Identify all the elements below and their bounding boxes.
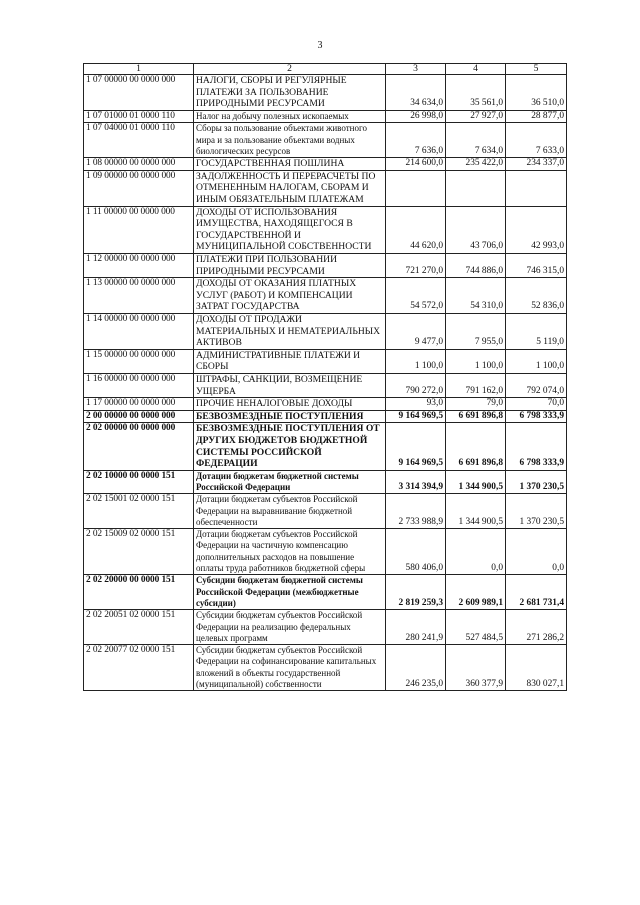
table-row [84, 398, 567, 411]
row-code: 1 14 00000 00 0000 000 [84, 313, 194, 349]
row-value-4: 1 344 900,5 [446, 494, 506, 529]
row-value-5: 52 836,0 [506, 278, 567, 314]
table-row [84, 278, 567, 314]
header-col-5: 5 [506, 64, 567, 75]
row-name: БЕЗВОЗМЕЗДНЫЕ ПОСТУПЛЕНИЯ ОТ ДРУГИХ БЮДЖЕТОВ БЮДЖЕТНОЙ СИСТЕМЫ РОССИЙСКОЙ ФЕДЕРАЦИИ [194, 423, 386, 470]
header-col-2: 2 [194, 64, 386, 75]
row-code: 1 16 00000 00 0000 000 [84, 373, 194, 397]
table-row [84, 610, 567, 645]
row-value-3: 7 636,0 [386, 123, 446, 158]
row-value-3: 44 620,0 [386, 206, 446, 253]
header-col-1: 1 [84, 64, 194, 75]
row-value-4: 527 484,5 [446, 610, 506, 645]
row-value-3: 2 819 259,3 [386, 575, 446, 610]
table-row [84, 206, 567, 253]
row-value-4: 79,0 [446, 398, 506, 411]
row-code: 1 07 01000 01 0000 110 [84, 110, 194, 123]
row-value-4: 235 422,0 [446, 158, 506, 171]
row-code: 2 02 20077 02 0000 151 [84, 645, 194, 691]
row-value-4: 1 344 900,5 [446, 470, 506, 494]
table-row [84, 254, 567, 278]
row-value-3: 214 600,0 [386, 158, 446, 171]
table-row [84, 645, 567, 691]
row-value-3: 34 634,0 [386, 75, 446, 111]
row-name: ДОХОДЫ ОТ ПРОДАЖИ МАТЕРИАЛЬНЫХ И НЕМАТЕРИАЛЬНЫХ АКТИВОВ [194, 313, 386, 349]
row-value-3: 9 164 969,5 [386, 423, 446, 470]
row-value-3: 1 100,0 [386, 349, 446, 373]
row-value-5: 0,0 [506, 529, 567, 575]
row-name: Дотации бюджетам бюджетной системы Российской Федерации [194, 470, 386, 494]
row-value-5: 271 286,2 [506, 610, 567, 645]
row-code: 1 13 00000 00 0000 000 [84, 278, 194, 314]
row-code: 2 02 15009 02 0000 151 [84, 529, 194, 575]
row-value-5: 70,0 [506, 398, 567, 411]
row-value-5: 7 633,0 [506, 123, 567, 158]
row-name: ШТРАФЫ, САНКЦИИ, ВОЗМЕЩЕНИЕ УЩЕРБА [194, 373, 386, 397]
row-name: БЕЗВОЗМЕЗДНЫЕ ПОСТУПЛЕНИЯ [194, 410, 386, 423]
table-header-row [84, 64, 567, 75]
row-name: Субсидии бюджетам субъектов Российской Федерации на софинансирование капитальных вложений в объекты государственной (муниципальной) собственности [194, 645, 386, 691]
row-code: 2 02 20051 02 0000 151 [84, 610, 194, 645]
table-row [84, 470, 567, 494]
row-value-5: 1 100,0 [506, 349, 567, 373]
row-code: 2 02 15001 02 0000 151 [84, 494, 194, 529]
row-value-5: 6 798 333,9 [506, 410, 567, 423]
row-value-3: 2 733 988,9 [386, 494, 446, 529]
row-value-4: 27 927,0 [446, 110, 506, 123]
row-name: ПРОЧИЕ НЕНАЛОГОВЫЕ ДОХОДЫ [194, 398, 386, 411]
table-row [84, 123, 567, 158]
row-value-5: 6 798 333,9 [506, 423, 567, 470]
row-code: 1 15 00000 00 0000 000 [84, 349, 194, 373]
row-code: 2 02 20000 00 0000 151 [84, 575, 194, 610]
row-name: ПЛАТЕЖИ ПРИ ПОЛЬЗОВАНИИ ПРИРОДНЫМИ РЕСУРСАМИ [194, 254, 386, 278]
row-code: 2 02 00000 00 0000 000 [84, 423, 194, 470]
row-name: Дотации бюджетам субъектов Российской Федерации на выравнивание бюджетной обеспеченности [194, 494, 386, 529]
header-col-4: 4 [446, 64, 506, 75]
row-value-4: 7 955,0 [446, 313, 506, 349]
row-value-4: 0,0 [446, 529, 506, 575]
row-value-5: 234 337,0 [506, 158, 567, 171]
row-code: 1 08 00000 00 0000 000 [84, 158, 194, 171]
row-value-3: 54 572,0 [386, 278, 446, 314]
row-name: ДОХОДЫ ОТ ОКАЗАНИЯ ПЛАТНЫХ УСЛУГ (РАБОТ) И КОМПЕНСАЦИИ ЗАТРАТ ГОСУДАРСТВА [194, 278, 386, 314]
row-value-3: 580 406,0 [386, 529, 446, 575]
row-name: Дотации бюджетам субъектов Российской Федерации на частичную компенсацию дополнительных расходов на повышение оплаты труда работников бюджетной сферы [194, 529, 386, 575]
table-row [84, 349, 567, 373]
row-value-4: 744 886,0 [446, 254, 506, 278]
row-value-5: 746 315,0 [506, 254, 567, 278]
row-value-4: 6 691 896,8 [446, 423, 506, 470]
table-row [84, 423, 567, 470]
row-name: Субсидии бюджетам субъектов Российской Федерации на реализацию федеральных целевых программ [194, 610, 386, 645]
table-row [84, 494, 567, 529]
row-value-4: 6 691 896,8 [446, 410, 506, 423]
row-value-3: 721 270,0 [386, 254, 446, 278]
row-value-5: 42 993,0 [506, 206, 567, 253]
budget-revenue-table [83, 63, 567, 691]
table-row [84, 373, 567, 397]
row-value-5: 36 510,0 [506, 75, 567, 111]
row-value-5: 5 119,0 [506, 313, 567, 349]
row-value-5: 1 370 230,5 [506, 470, 567, 494]
row-value-4: 43 706,0 [446, 206, 506, 253]
row-name: Сборы за пользование объектами животного мира и за пользование объектами водных биологических ресурсов [194, 123, 386, 158]
row-value-5: 830 027,1 [506, 645, 567, 691]
table-row [84, 575, 567, 610]
table-row [84, 158, 567, 171]
row-value-4: 360 377,9 [446, 645, 506, 691]
table-row [84, 75, 567, 111]
row-value-3: 3 314 394,9 [386, 470, 446, 494]
row-value-3: 9 164 969,5 [386, 410, 446, 423]
table-row [84, 529, 567, 575]
row-value-5: 28 877,0 [506, 110, 567, 123]
row-value-3 [386, 170, 446, 206]
row-value-5: 792 074,0 [506, 373, 567, 397]
row-value-3: 246 235,0 [386, 645, 446, 691]
row-value-4: 7 634,0 [446, 123, 506, 158]
row-value-5: 2 681 731,4 [506, 575, 567, 610]
row-name: ГОСУДАРСТВЕННАЯ ПОШЛИНА [194, 158, 386, 171]
row-name: НАЛОГИ, СБОРЫ И РЕГУЛЯРНЫЕ ПЛАТЕЖИ ЗА ПОЛЬЗОВАНИЕ ПРИРОДНЫМИ РЕСУРСАМИ [194, 75, 386, 111]
row-name: ЗАДОЛЖЕННОСТЬ И ПЕРЕРАСЧЕТЫ ПО ОТМЕНЕННЫМ НАЛОГАМ, СБОРАМ И ИНЫМ ОБЯЗАТЕЛЬНЫМ ПЛАТЕЖАМ [194, 170, 386, 206]
table-row [84, 410, 567, 423]
row-code: 2 02 10000 00 0000 151 [84, 470, 194, 494]
row-name: Налог на добычу полезных ископаемых [194, 110, 386, 123]
table-row [84, 313, 567, 349]
row-value-3: 9 477,0 [386, 313, 446, 349]
row-value-3: 93,0 [386, 398, 446, 411]
row-value-4 [446, 170, 506, 206]
row-value-4: 2 609 989,1 [446, 575, 506, 610]
row-value-4: 1 100,0 [446, 349, 506, 373]
row-code: 2 00 00000 00 0000 000 [84, 410, 194, 423]
row-value-3: 790 272,0 [386, 373, 446, 397]
table-row [84, 170, 567, 206]
row-value-5: 1 370 230,5 [506, 494, 567, 529]
row-code: 1 12 00000 00 0000 000 [84, 254, 194, 278]
row-name: ДОХОДЫ ОТ ИСПОЛЬЗОВАНИЯ ИМУЩЕСТВА, НАХОДЯЩЕГОСЯ В ГОСУДАРСТВЕННОЙ И МУНИЦИПАЛЬНОЙ СОБСТВЕННОСТИ [194, 206, 386, 253]
row-name: Субсидии бюджетам бюджетной системы Российской Федерации (межбюджетные субсидии) [194, 575, 386, 610]
header-col-3: 3 [386, 64, 446, 75]
row-value-4: 54 310,0 [446, 278, 506, 314]
page-number: 3 [317, 40, 323, 51]
row-code: 1 09 00000 00 0000 000 [84, 170, 194, 206]
row-code: 1 17 00000 00 0000 000 [84, 398, 194, 411]
row-value-5 [506, 170, 567, 206]
row-name: АДМИНИСТРАТИВНЫЕ ПЛАТЕЖИ И СБОРЫ [194, 349, 386, 373]
row-value-4: 35 561,0 [446, 75, 506, 111]
row-value-3: 280 241,9 [386, 610, 446, 645]
row-value-3: 26 998,0 [386, 110, 446, 123]
table-row [84, 110, 567, 123]
row-code: 1 07 04000 01 0000 110 [84, 123, 194, 158]
row-code: 1 07 00000 00 0000 000 [84, 75, 194, 111]
row-value-4: 791 162,0 [446, 373, 506, 397]
row-code: 1 11 00000 00 0000 000 [84, 206, 194, 253]
